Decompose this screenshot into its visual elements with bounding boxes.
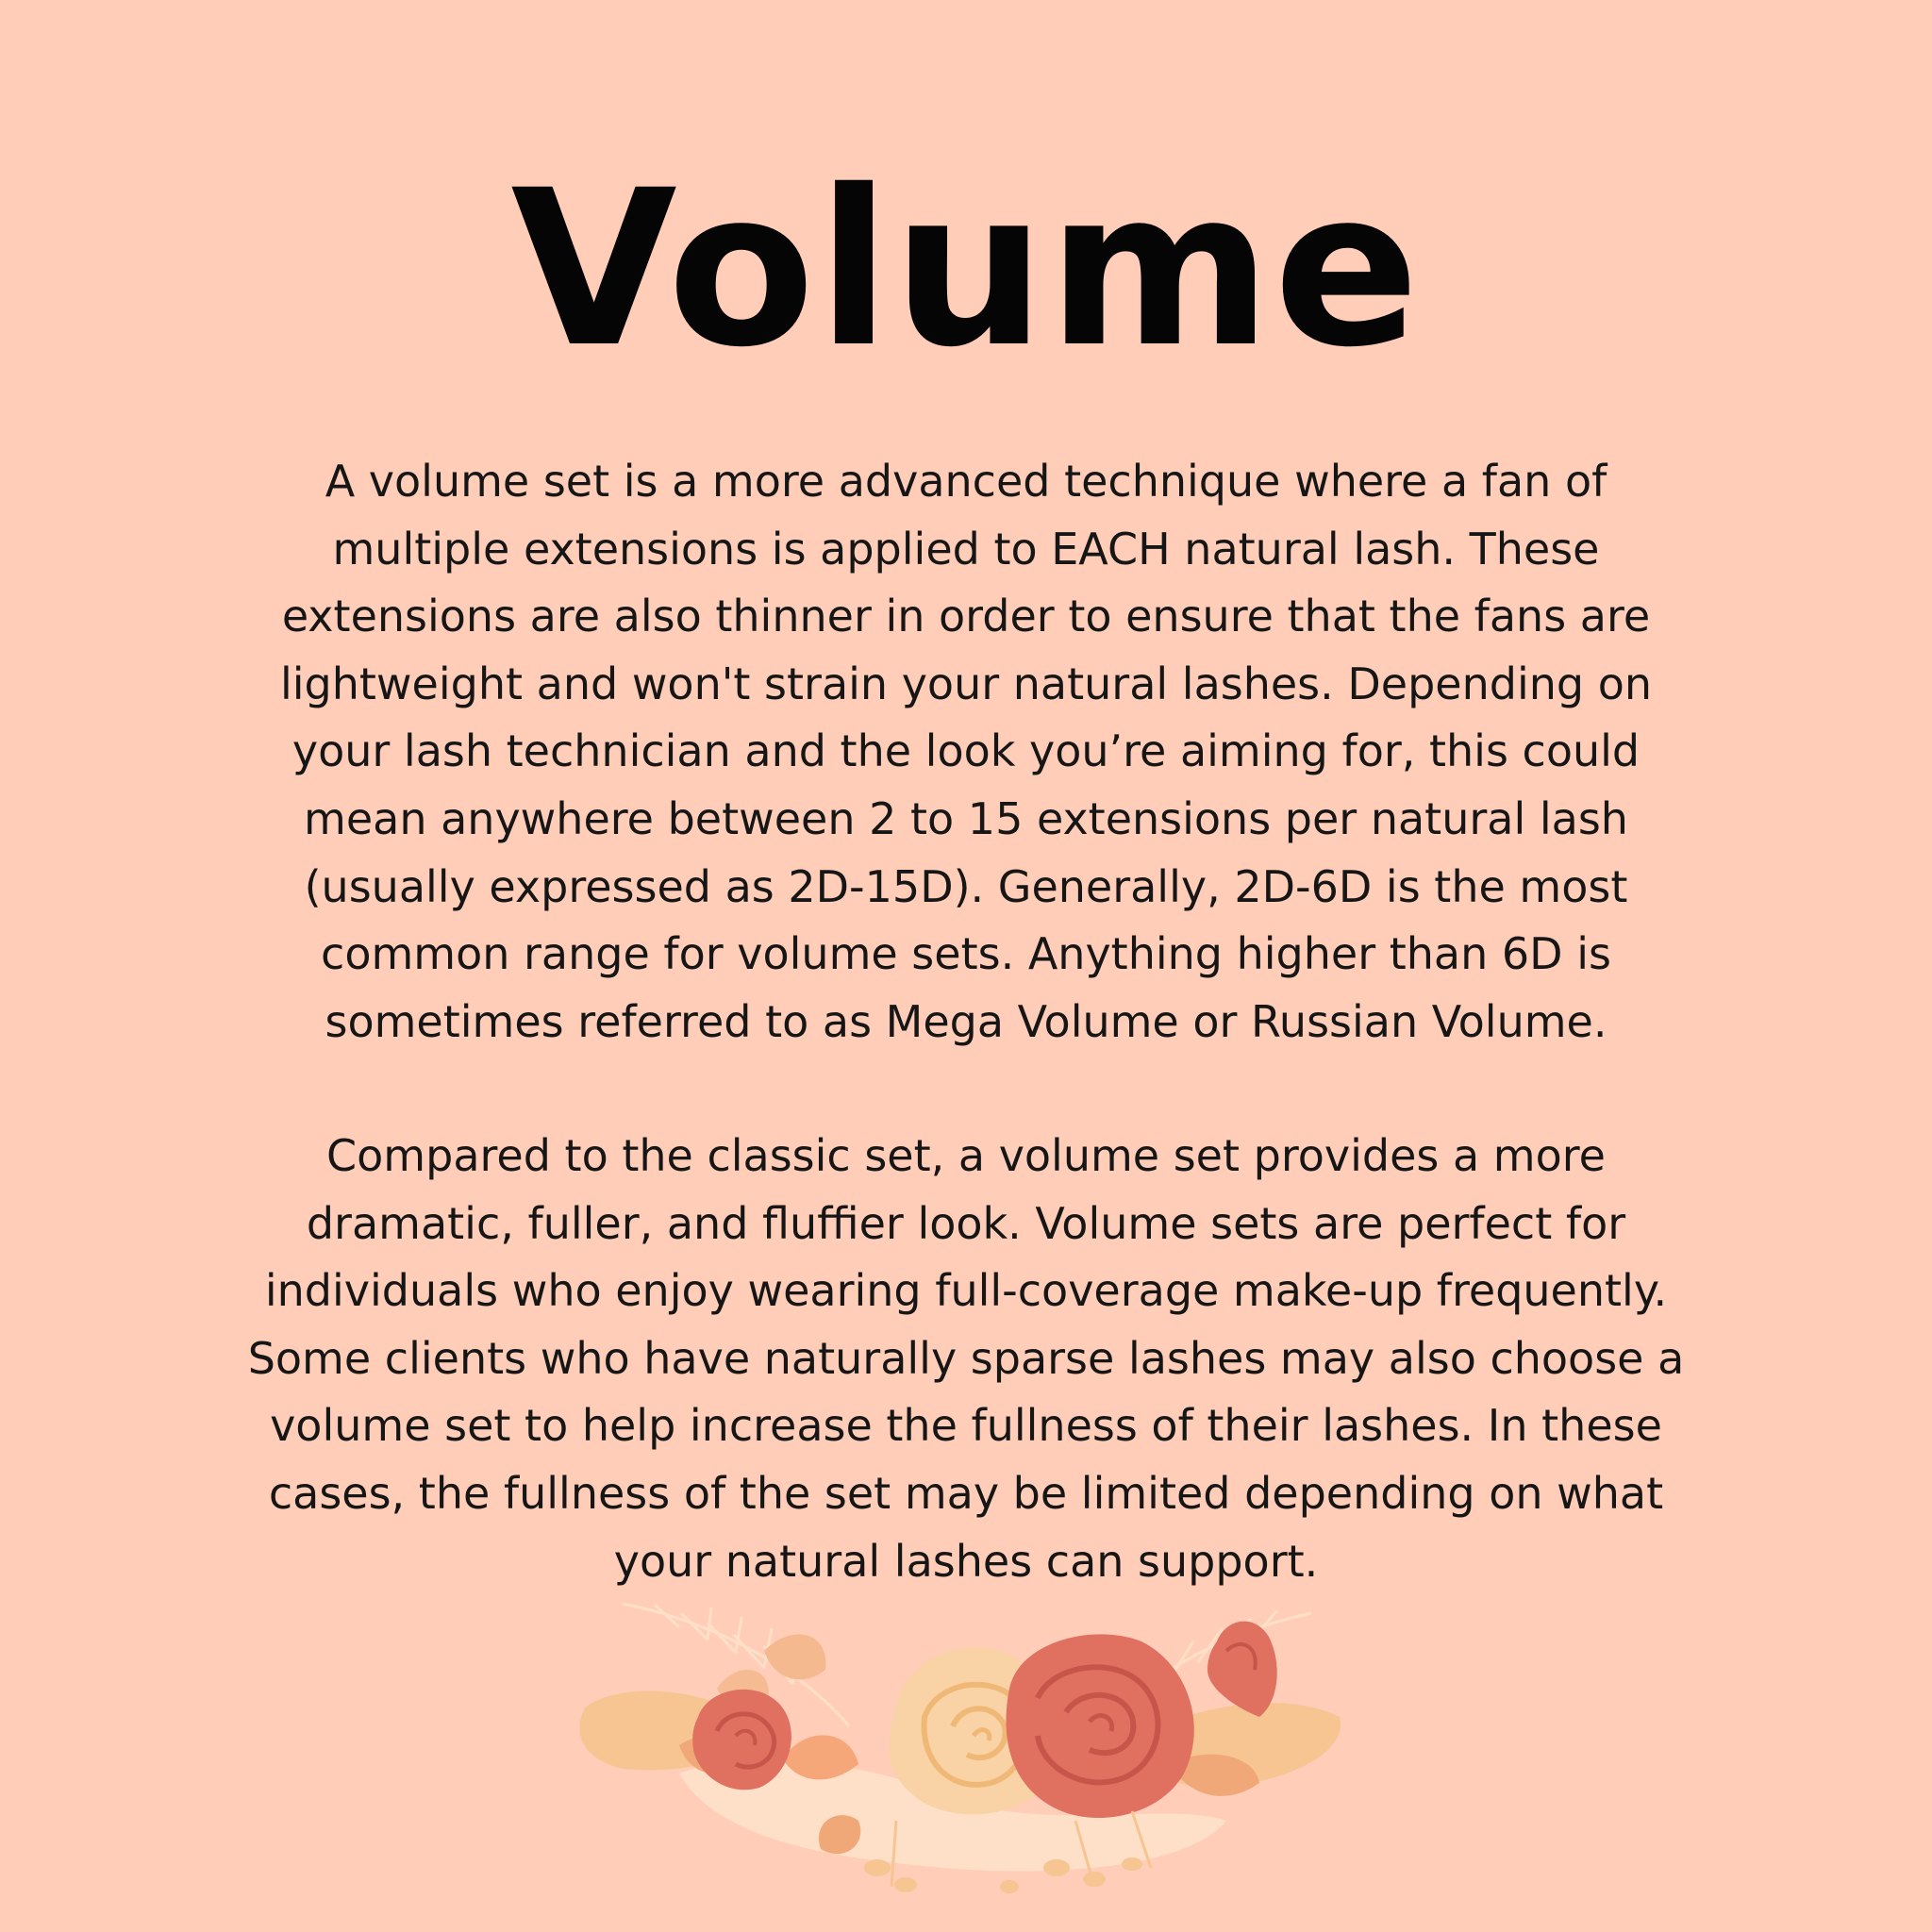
paragraph-volume-comparison: Compared to the classic set, a volume set provides a more dramatic, fuller, and fluffier look. Volume sets are perfect for individuals who enjoy wearing full-coverage make-up frequently. Some clients who have naturally sparse lashes may also choose a volume set to help increase the fullness of their lashes. In these cases, the fullness of the set may be limited depending on what your natural lashes can support.: [247, 1130, 1685, 1587]
paragraph-volume-description: A volume set is a more advanced technique where a fan of multiple extensions is applied to EACH natural lash. These extensions are also thinner in order to ensure that the fans are lightweight and won't strain your natural lashes. Depending on your lash technician and the look you’re aiming for, this could mean anywhere between 2 to 15 extensions per natural lash (usually expressed as 2D-15D). Generally, 2D-6D is the most common range for volume sets. Anything higher than 6D is sometimes referred to as Mega Volume or Russian Volume.: [279, 456, 1653, 1047]
floral-arrangement-icon: [566, 1585, 1358, 1906]
page-title: Volume: [510, 143, 1422, 394]
